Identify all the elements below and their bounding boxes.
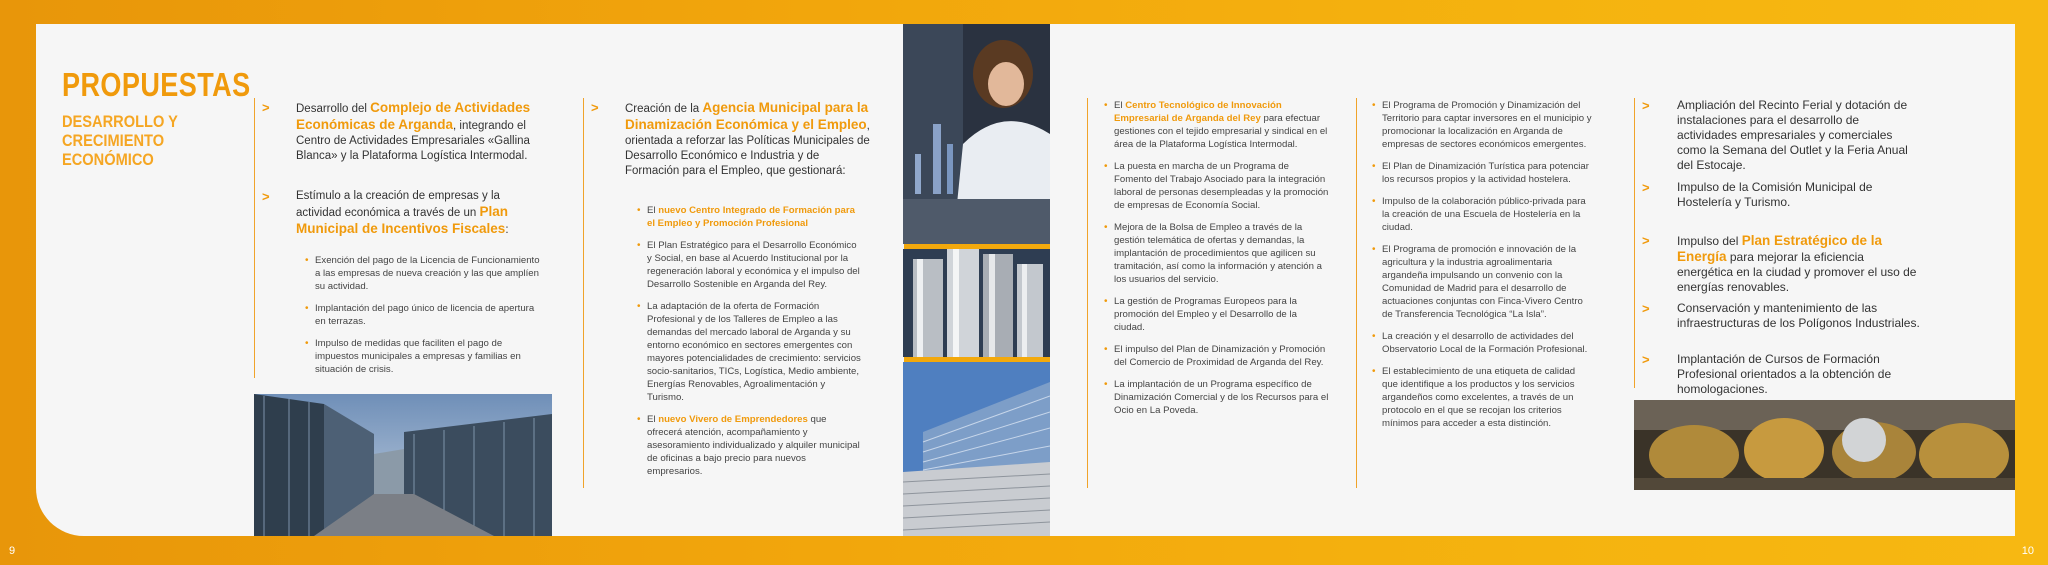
col3-bullet-list xyxy=(1104,99,1329,426)
list-item: • El Plan Estratégico para el Desarrollo Económico y Social, en base al Acuerdo Institucional por la regeneración laboral y económica y el impulso del Desarrollo Sostenible en Arganda del Rey. xyxy=(637,239,862,291)
chevron-icon: > xyxy=(1642,301,1650,316)
col5-item: Impulso de la Comisión Municipal de Hostelería y Turismo. xyxy=(1677,180,1873,209)
col5-item: Implantación de Cursos de Formación Profesional orientados a la obtención de homologaciones. xyxy=(1677,352,1892,396)
list-item: • La creación y el desarrollo de actividades del Observatorio Local de la Formación Profesional. xyxy=(1372,330,1592,356)
text: Estímulo a la creación de empresas y la actividad económica a través de un xyxy=(296,190,500,219)
col1-paragraph-1 xyxy=(296,100,546,164)
highlight-text: nuevo Centro Integrado de Formación para el Empleo y Promoción Profesional xyxy=(647,205,855,229)
list-item: • El impulso del Plan de Dinamización y Promoción del Comercio de Proximidad de Arganda del Rey. xyxy=(1104,343,1329,369)
column-divider xyxy=(583,98,584,488)
text: para efectuar gestiones con el tejido empresarial y sindical en el área de la Plataforma Logística Intermodal. xyxy=(1114,113,1328,150)
subtitle-line: DESARROLLO Y xyxy=(62,112,178,131)
list-item: • La gestión de Programas Europeos para la promoción del Empleo y el Desarrollo de la ciudad. xyxy=(1104,295,1329,334)
text: para mejorar la eficiencia energética en la ciudad y promover el uso de energías renovables. xyxy=(1677,250,1917,294)
list-item: • La implantación de un Programa específico de Dinamización Comercial y de los Recursos para el Ocio en La Poveda. xyxy=(1104,378,1329,417)
list-item: • El Plan de Dinamización Turística para potenciar los recursos propios y la actividad hostelera. xyxy=(1372,160,1592,186)
chevron-icon: > xyxy=(1642,352,1650,367)
list-item: • La puesta en marcha de un Programa de Fomento del Trabajo Asociado para la integración laboral de personas desempleadas y la promoción de empresas de Economía Social. xyxy=(1104,160,1329,212)
col1-bullet-list xyxy=(305,254,545,385)
subtitle-line: ECONÓMICO xyxy=(62,150,154,169)
page-number-left: 9 xyxy=(9,545,16,557)
chevron-icon: > xyxy=(1642,233,1650,248)
chevron-icon: > xyxy=(262,100,270,115)
list-item: • El establecimiento de una etiqueta de calidad que identifique a los productos y los servicios argandeños como excelentes, a través de un protocolo en el que se recojan los criterios mínimos para acceder a esta distinción. xyxy=(1372,365,1592,430)
col5-item: Ampliación del Recinto Ferial y dotación de instalaciones para el desarrollo de actividades empresariales y comerciales como la Semana del Outlet y la Feria Anual del Estocaje. xyxy=(1677,98,1908,172)
text: , orientada a reforzar las Políticas Municipales de Desarrollo Económico e Industria y de Formación para el Empleo, que gestionará: xyxy=(625,120,870,177)
highlight-text: Centro Tecnológico de Innovación Empresarial de Arganda del Rey xyxy=(1114,100,1282,124)
chevron-icon: > xyxy=(1642,180,1650,195)
text: El xyxy=(647,414,659,425)
street-photo xyxy=(254,394,552,536)
list-item: • Implantación del pago único de licencia de apertura en terrazas. xyxy=(305,302,545,328)
list-item: • La adaptación de la oferta de Formación Profesional y de los Talleres de Empleo a las demandas del mercado laboral de Arganda y su entorno económico en sectores emergentes con mayores potencialidades de crecimiento: servicios socio-sanitarios, TICs, Logística, Medio ambiente, Energías Renovables, Agroalimentación y Turismo. xyxy=(637,300,862,404)
lab-photo xyxy=(903,24,1050,244)
column-divider xyxy=(1356,98,1357,488)
list-item: • Exención del pago de la Licencia de Funcionamiento a las empresas de nueva creación y las que amplíen su actividad. xyxy=(305,254,545,293)
list-item xyxy=(1104,99,1329,151)
subtitle-line: CRECIMIENTO xyxy=(62,131,165,150)
list-item: • Mejora de la Bolsa de Empleo a través de la gestión telemática de ofertas y demandas, la implantación de procedimientos que agilicen su tramitación, así como la información y atención a los usuarios del servicio. xyxy=(1104,221,1329,286)
page-title: PROPUESTAS xyxy=(62,66,251,103)
text: que ofrecerá atención, acompañamiento y asesoramiento individualizado y alquiler municipal de oficinas a bajo precio para nuevos empresarios. xyxy=(647,414,860,477)
highlight-text: Plan Estratégico de la Energía xyxy=(1677,233,1883,264)
page-subtitle xyxy=(62,112,191,169)
column-divider xyxy=(1087,98,1088,488)
page-number-right: 10 xyxy=(2021,545,2034,557)
col5-item xyxy=(1677,233,1922,295)
list-item: • El Programa de promoción e innovación de la agricultura y la industria agroalimentaria argandeña impulsando un convenio con la Comunidad de Madrid para el desarrollo de actuaciones conjuntas con Finca-Vivero Centro de Transferencia Tecnológica “La Isla”. xyxy=(1372,243,1592,321)
chevron-icon: > xyxy=(1642,98,1650,113)
col4-bullet-list xyxy=(1372,99,1592,439)
column-divider xyxy=(1634,98,1635,388)
list-item: • Impulso de medidas que faciliten el pago de impuestos municipales a empresas y familias en situación de crisis. xyxy=(305,337,545,376)
text: Creación de la xyxy=(625,103,703,115)
text: Desarrollo del xyxy=(296,103,371,115)
text: , integrando el Centro de Actividades Empresariales «Gallina Blanca» y la Plataforma Logística Intermodal. xyxy=(296,120,530,162)
machinery-photo xyxy=(1634,400,2015,490)
highlight-text: Plan Municipal de Incentivos Fiscales xyxy=(296,204,508,236)
list-item: • Impulso de la colaboración público-privada para la creación de una Escuela de Hostelería en la ciudad. xyxy=(1372,195,1592,234)
highlight-text: Complejo de Actividades Económicas de Arganda xyxy=(296,100,531,132)
col5-item: Conservación y mantenimiento de las infraestructuras de los Polígonos Industriales. xyxy=(1677,301,1920,330)
col1-paragraph-2 xyxy=(296,189,546,238)
building-photo xyxy=(903,362,1050,536)
list-item: • El Programa de Promoción y Dinamización del Territorio para captar inversores en el municipio y promocionar la localización en Arganda de empresas de sectores económicos emergentes. xyxy=(1372,99,1592,151)
text: El xyxy=(1114,100,1126,111)
silos-photo xyxy=(903,249,1050,357)
list-item xyxy=(637,413,862,478)
text: El xyxy=(647,205,659,216)
chevron-icon: > xyxy=(591,100,599,115)
text: : xyxy=(505,224,509,236)
highlight-text: Agencia Municipal para la Dinamización Económica y el Empleo xyxy=(625,100,869,132)
column-divider xyxy=(254,98,255,378)
col2-bullet-list xyxy=(637,204,862,487)
list-item xyxy=(637,204,862,230)
text: Impulso del xyxy=(1677,234,1742,248)
highlight-text: nuevo Vivero de Emprendedores xyxy=(658,414,808,425)
col2-paragraph-1 xyxy=(625,100,870,179)
chevron-icon: > xyxy=(262,189,270,204)
